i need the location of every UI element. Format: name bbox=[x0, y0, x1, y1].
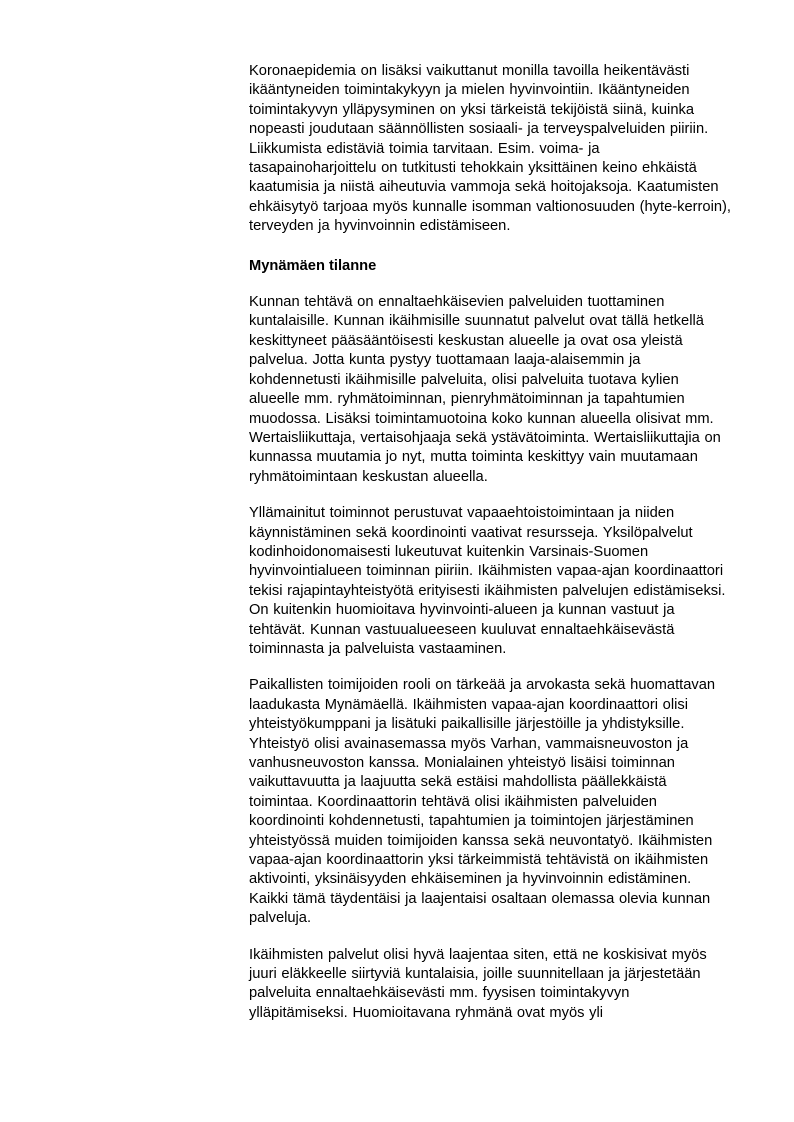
heading-mynamaen-tilanne: Mynämäen tilanne bbox=[249, 257, 377, 274]
document-body bbox=[249, 62, 731, 1023]
paragraph-intro: Koronaepidemia on lisäksi vaikuttanut monilla tavoilla heikentävästi ikääntyneiden toimintakykyyn ja mielen hyvinvointiin. Ikääntyneiden toimintakyvyn ylläpysyminen on yksi tärkeistä tekijöistä siinä, kuinka nopeasti joudutaan säännöllisten sosiaali- ja terveyspalveluiden piiriin. Liikkumista edistäviä toimia tarvitaan. Esim. voima- ja tasapainoharjoittelu on tutkitusti tehokkain yksittäinen keino ehkäistä kaatumisia ja niistä aiheutuvia vammoja sekä hoitojaksoja. Kaatumisten ehkäisytyö tarjoaa myös kunnalle isomman valtionosuuden (hyte-kerroin), terveyden ja hyvinvoinnin edistämiseen. bbox=[249, 63, 731, 235]
paragraph-yllamainitut-toiminnot: Yllämainitut toiminnot perustuvat vapaaehtoistoimintaan ja niiden käynnistäminen sekä koordinointi vaativat resursseja. Yksilöpalvelut kodinhoidonomaisesti lukeutuvat kuitenkin Varsinais-Suomen hyvinvointialueen toiminnan piiriin. Ikäihmisten vapaa-ajan koordinaattori tekisi rajapintayhteistyötä erityisesti ikäihmisten palvelujen edistämiseksi. On kuitenkin huomioitava hyvinvointi-alueen ja kunnan vastuut ja tehtävät. Kunnan vastuualueeseen kuuluvat ennaltaehkäisevästä toiminnasta ja palveluista vastaaminen. bbox=[249, 505, 726, 657]
paragraph-paikallisten-toimijoiden: Paikallisten toimijoiden rooli on tärkeää ja arvokasta sekä huomattavan laadukasta Mynämäellä. Ikäihmisten vapaa-ajan koordinaattori olisi yhteistyökumppani ja lisätuki paikallisille järjestöille ja yhdistyksille. Yhteistyö olisi avainasemassa myös Varhan, vammaisneuvoston ja vanhusneuvoston kanssa. Monialainen yhteistyö lisäisi toiminnan vaikuttavuutta ja laajuutta sekä estäisi mahdollista päällekkäistä toimintaa. Koordinaattorin tehtävä olisi ikäihmisten palveluiden koordinointi kohdennetusti, tapahtumien ja toimintojen järjestäminen yhteistyössä muiden toimijoiden kanssa sekä neuvontatyö. Ikäihmisten vapaa-ajan koordinaattorin yksi tärkeimmistä tehtävistä on ikäihmisten aktivointi, yksinäisyyden ehkäiseminen ja hyvinvoinnin edistäminen. Kaikki tämä täydentäisi ja laajentaisi osaltaan olemassa olevia kunnan palveluja. bbox=[249, 677, 716, 927]
paragraph-kunnan-tehtava: Kunnan tehtävä on ennaltaehkäisevien palveluiden tuottaminen kuntalaisille. Kunnan ikäihmisille suunnatut palvelut ovat tällä hetkellä keskittyneet pääsääntöisesti keskustan alueelle ja ovat osa yleistä palvelua. Jotta kunta pystyy tuottamaan laaja-alaisemmin ja kohdennetusti ikäihmisille palveluita, olisi palveluita tuotava kylien alueelle mm. ryhmätoiminnan, pienryhmätoiminnan ja tapahtumien muodossa. Lisäksi toimintamuotoina koko kunnan alueella olisivat mm. Wertaisliikuttaja, vertaisohjaaja sekä ystävätoiminta. Wertaisliikuttajia on kunnassa muutamia jo nyt, mutta toiminta keskittyy vain muutamaan ryhmätoimintaan keskustan alueella. bbox=[249, 294, 721, 485]
paragraph-ikaihmisten-palvelut: Ikäihmisten palvelut olisi hyvä laajentaa siten, että ne koskisivat myös juuri eläkkeelle siirtyviä kuntalaisia, joille suunnitellaan ja järjestetään palveluita ennaltaehkäisevästi mm. fyysisen toimintakyvyn ylläpitämiseksi. Huomioitavana ryhmänä ovat myös yli bbox=[249, 946, 707, 1021]
